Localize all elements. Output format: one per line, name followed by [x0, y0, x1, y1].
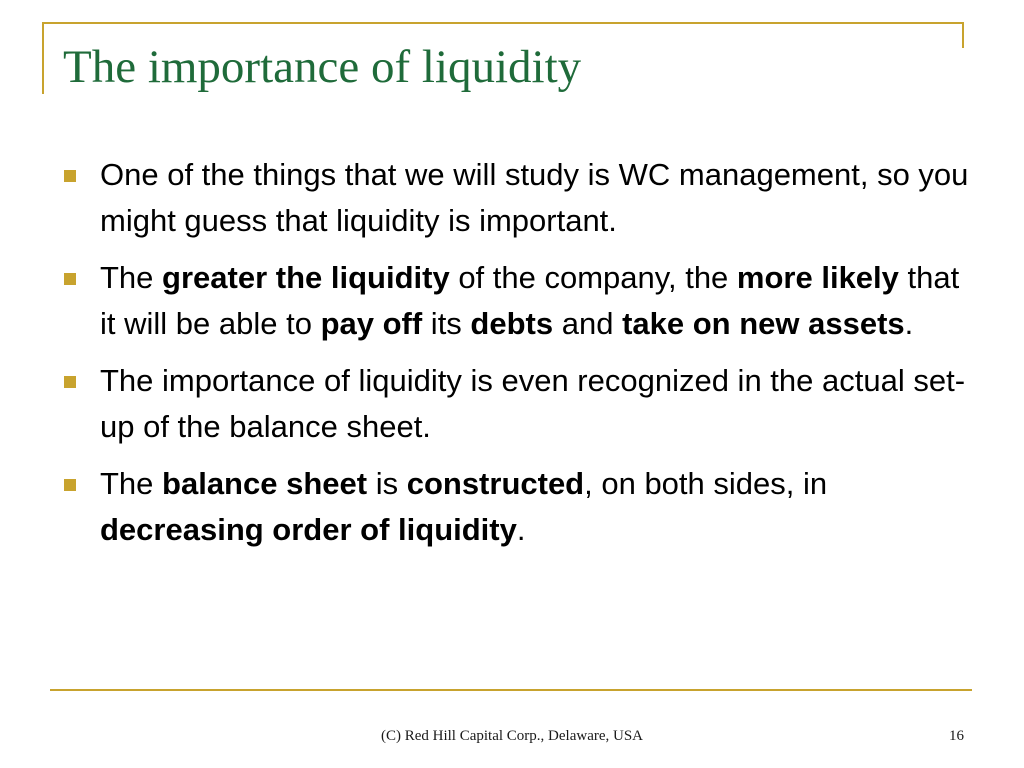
- bullet-emphasis: take on new assets: [622, 306, 905, 341]
- bullet-emphasis: decreasing order of liquidity: [100, 512, 517, 547]
- bullet-emphasis: balance sheet: [162, 466, 368, 501]
- bullet-text: [100, 363, 965, 444]
- bullet-item: [58, 358, 970, 450]
- bullet-segment: The importance of liquidity is even recognized in the actual set-up of the balance sheet.: [100, 363, 966, 444]
- bullet-segment: .: [516, 512, 526, 547]
- bullet-emphasis: more likely: [736, 260, 899, 295]
- frame-left-rule: [42, 22, 44, 94]
- square-bullet-icon: [64, 479, 76, 491]
- square-bullet-icon: [64, 273, 76, 285]
- bullet-item: [58, 461, 970, 553]
- bullet-emphasis: pay off: [320, 306, 423, 341]
- bullet-list: [58, 152, 970, 564]
- footer-rule: [50, 689, 972, 691]
- bullet-segment: its: [422, 306, 471, 341]
- bullet-item: [58, 255, 970, 347]
- bullet-segment: One of the things that we will study is WC management, so you might guess that liquidity is important.: [100, 157, 969, 238]
- square-bullet-icon: [64, 170, 76, 182]
- frame-top-rule: [42, 22, 964, 24]
- bullet-emphasis: greater the liquidity: [162, 260, 450, 295]
- bullet-segment: , on both sides, in: [584, 466, 828, 501]
- bullet-emphasis: debts: [470, 306, 554, 341]
- bullet-item: [58, 152, 970, 244]
- bullet-segment: and: [553, 306, 623, 341]
- bullet-segment: is: [367, 466, 407, 501]
- bullet-text: [100, 466, 827, 547]
- bullet-segment: The: [100, 466, 163, 501]
- bullet-segment: .: [904, 306, 914, 341]
- square-bullet-icon: [64, 376, 76, 388]
- bullet-segment: of the company, the: [449, 260, 737, 295]
- frame-right-rule: [962, 22, 964, 48]
- footer-text: (C) Red Hill Capital Corp., Delaware, USA: [380, 728, 644, 744]
- bullet-text: [100, 157, 968, 238]
- bullet-text: [100, 260, 959, 341]
- page-number: 16: [949, 728, 964, 744]
- bullet-segment: that it will be able to: [100, 260, 960, 341]
- slide-title: The importance of liquidity: [63, 41, 582, 93]
- bullet-emphasis: constructed: [406, 466, 585, 501]
- bullet-segment: The: [100, 260, 163, 295]
